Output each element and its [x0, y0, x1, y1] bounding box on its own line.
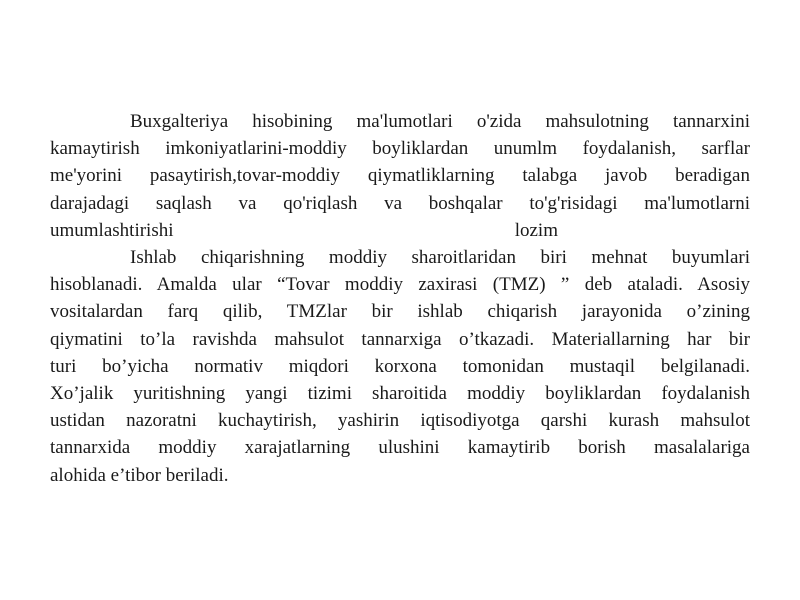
paragraph-2-line-1: Ishlab chiqarishning moddiy sharoitlaridan biri mehnat buyumlari	[130, 247, 750, 269]
paragraph-2-line-8: tannarxida moddiy xarajatlarning ulushini kamaytirib borish masalalariga	[50, 437, 750, 459]
paragraph-1-line-5	[50, 217, 750, 244]
paragraph-2	[50, 244, 750, 489]
paragraph-1-line-3: me'yorini pasaytirish,tovar-moddiy qiymatliklarning talabga javob beradigan	[50, 165, 750, 187]
paragraph-2-line-7: ustidan nazoratni kuchaytirish, yashirin iqtisodiyotga qarshi kurash mahsulot	[50, 410, 750, 432]
paragraph-1-last-word-left: umumlashtirishi	[50, 219, 174, 241]
paragraph-2-line-5: turi bo’yicha normativ miqdori korxona tomonidan mustaqil belgilanadi.	[50, 355, 750, 377]
paragraph-1-line-1: Buxgalteriya hisobining ma'lumotlari o'zida mahsulotning tannarxini	[130, 111, 750, 132]
paragraph-1-last-word-right: lozim	[514, 219, 558, 241]
paragraph-1-line-2: kamaytirish imkoniyatlarini-moddiy boyliklardan unumlm foydalanish, sarflar	[50, 138, 750, 160]
paragraph-2-line-2: hisoblanadi. Amalda ular “Tovar moddiy zaxirasi (TMZ) ” deb ataladi. Asosiy	[50, 274, 750, 296]
document-body	[50, 108, 750, 489]
paragraph-2-line-9: alohida e’tibor beriladi.	[50, 464, 229, 486]
paragraph-1	[50, 108, 750, 244]
paragraph-2-line-6: Xo’jalik yuritishning yangi tizimi sharoitida moddiy boyliklardan foydalanish	[50, 383, 750, 405]
paragraph-2-line-4: qiymatini to’la ravishda mahsulot tannarxiga o’tkazadi. Materiallarning har bir	[50, 328, 750, 350]
paragraph-1-line-4: darajadagi saqlash va qo'riqlash va boshqalar to'g'risidagi ma'lumotlarni	[50, 192, 750, 214]
paragraph-2-line-3: vositalardan farq qilib, TMZlar bir ishlab chiqarish jarayonida o’zining	[50, 301, 750, 323]
